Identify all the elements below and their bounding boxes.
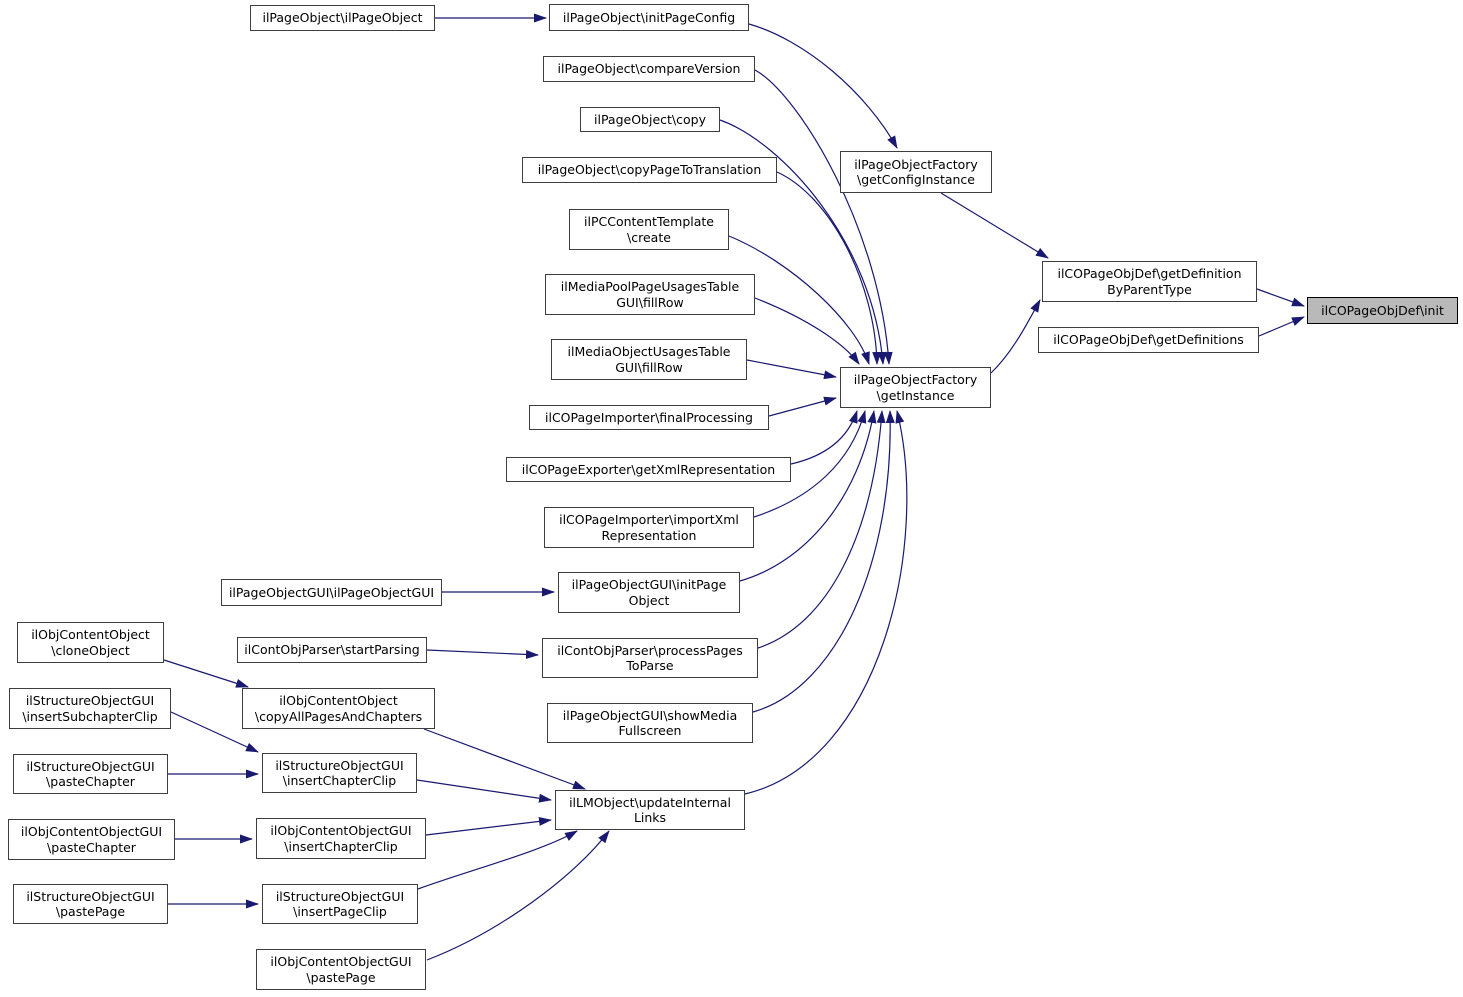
node-update-internal-links[interactable] (555, 790, 745, 830)
edge-init-page-object-to-get-instance (740, 411, 874, 581)
node-label-line: \pastePage (55, 904, 126, 919)
node-get-xml-representation[interactable] (506, 457, 791, 482)
node-label-line: ilCOPageImporter\finalProcessing (545, 409, 753, 425)
node-label-line: ilMediaPoolPageUsagesTable (560, 279, 740, 294)
node-clone-object[interactable] (17, 622, 164, 663)
node-label-line: ilStructureObjectGUI (26, 888, 155, 904)
node-label-line: Object (628, 592, 670, 608)
node-get-definition-by-parent-type[interactable] (1042, 261, 1257, 302)
edge-get-xml-representation-to-get-instance (791, 411, 857, 464)
node-label-line: \create (627, 229, 671, 245)
node-label-line: ByParentType (1107, 281, 1192, 297)
node-label-line: \insertChapterClip (284, 838, 398, 854)
node-label-line: ilPageObjectFactory (854, 156, 978, 172)
node-ilpageobject-ctor[interactable] (250, 5, 435, 31)
node-paste-chapter-gui[interactable] (8, 819, 175, 860)
edge-get-definitions-to-copageobjdef-init (1259, 317, 1304, 336)
node-label-line: ilMediaObjectUsagesTable (567, 344, 731, 359)
edge-get-instance-to-get-definition-by-parent-type (991, 300, 1040, 373)
node-label-line: ilObjContentObjectGUI (270, 823, 412, 838)
node-label-line: ilStructureObjectGUI (26, 758, 155, 774)
edge-compare-version-to-get-instance (755, 70, 889, 364)
edge-insert-chapter-clip-struct-to-update-internal-links (417, 780, 551, 800)
node-init-page-object[interactable] (558, 572, 740, 613)
node-label-line: \pastePage (306, 969, 376, 985)
node-label-line: ilObjContentObject (31, 627, 150, 642)
node-compare-version[interactable] (543, 56, 755, 82)
node-label-line: ilLMObject\updateInternal (569, 794, 731, 810)
node-label-line: ilObjContentObjectGUI (270, 954, 412, 969)
node-label-line: ilStructureObjectGUI (25, 693, 155, 708)
node-label-line: ilCOPageObjDef\getDefinition (1057, 266, 1242, 281)
node-process-pages-to-parse[interactable] (542, 638, 758, 678)
node-label-line: ilPageObjectGUI\initPage (571, 577, 727, 592)
node-ilpageobjectgui-ctor[interactable] (221, 579, 442, 606)
node-insert-subchapter-clip[interactable] (9, 688, 171, 729)
node-label-line: ilPageObjectGUI\ilPageObjectGUI (228, 584, 435, 600)
node-label-line: \cloneObject (51, 642, 130, 658)
edge-paste-page-gui-to-update-internal-links (427, 831, 609, 960)
node-copageobjdef-init[interactable] (1307, 297, 1458, 324)
node-label-line: ilPageObject\copyPageToTranslation (537, 162, 762, 178)
node-label-line: ilPageObject\initPageConfig (562, 9, 736, 25)
node-label-line: ilPCContentTemplate (584, 214, 714, 229)
node-label-line: \insertChapterClip (282, 773, 397, 788)
edge-insert-chapter-clip-gui-to-update-internal-links (426, 820, 551, 835)
node-label-line: \getConfigInstance (856, 172, 975, 187)
node-label-line: ilCOPageImporter\importXml (559, 512, 739, 527)
node-label-line: Fullscreen (618, 723, 682, 738)
node-label-line: ilPageObject\copy (594, 111, 706, 127)
node-show-media-fullscreen[interactable] (547, 703, 753, 743)
node-get-instance[interactable] (840, 367, 991, 408)
node-paste-page-gui[interactable] (256, 949, 426, 990)
node-init-page-config[interactable] (549, 4, 749, 31)
node-insert-chapter-clip-gui[interactable] (256, 818, 426, 859)
node-label-line: ilObjContentObjectGUI (20, 824, 163, 839)
node-label-line: \insertPageClip (293, 904, 387, 919)
node-insert-chapter-clip-struct[interactable] (262, 753, 417, 793)
node-label-line: ilObjContentObject (279, 693, 398, 708)
node-import-xml-representation[interactable] (544, 507, 754, 548)
node-mediapool-page-usages-fillrow[interactable] (545, 274, 755, 315)
edge-mediapool-page-usages-fillrow-to-get-instance (755, 298, 859, 364)
node-label-line: \insertSubchapterClip (22, 708, 158, 724)
edge-mediaobject-usages-fillrow-to-get-instance (747, 360, 836, 377)
node-get-config-instance[interactable] (840, 151, 992, 193)
node-label-line: ilPageObject\compareVersion (557, 61, 741, 77)
node-mediaobject-usages-fillrow[interactable] (551, 339, 747, 380)
edge-init-page-config-to-get-config-instance (749, 24, 897, 148)
node-label-line: ilCOPageObjDef\init (1321, 302, 1444, 318)
node-final-processing[interactable] (529, 405, 769, 430)
node-label-line: \pasteChapter (46, 774, 135, 789)
node-insert-page-clip[interactable] (262, 884, 418, 924)
node-copy-all-pages-and-chapters[interactable] (242, 688, 435, 729)
edge-get-definition-by-parent-type-to-copageobjdef-init (1257, 289, 1304, 306)
edge-start-parsing-to-process-pages-to-parse (427, 650, 538, 655)
node-paste-page-struct[interactable] (13, 884, 168, 924)
node-label-line: ilContObjParser\startParsing (244, 642, 420, 658)
edge-insert-page-clip-to-update-internal-links (418, 831, 577, 889)
node-label-line: \getInstance (876, 387, 955, 403)
node-start-parsing[interactable] (237, 637, 427, 663)
node-label-line: ilCOPageObjDef\getDefinitions (1053, 332, 1244, 348)
node-label-line: ilPageObject\ilPageObject (262, 10, 423, 26)
node-label-line: \copyAllPagesAndChapters (254, 708, 423, 724)
edge-clone-object-to-copy-all-pages-and-chapters (164, 660, 248, 687)
node-label-line: ilContObjParser\processPages (557, 642, 743, 658)
node-label-line: ilPageObjectFactory (853, 372, 978, 387)
node-label-line: ToParse (626, 658, 674, 673)
node-label-line: GUI\fillRow (615, 359, 683, 375)
node-label-line: ilStructureObjectGUI (275, 888, 405, 904)
node-paste-chapter-struct[interactable] (13, 754, 168, 794)
edge-get-config-instance-to-get-definition-by-parent-type (941, 193, 1048, 258)
node-get-definitions[interactable] (1038, 327, 1259, 353)
node-pc-content-template-create[interactable] (569, 209, 729, 250)
node-label-line: Links (633, 810, 667, 825)
node-copy-page-to-translation[interactable] (522, 157, 777, 183)
node-label-line: ilPageObjectGUI\showMedia (562, 707, 738, 723)
node-copy[interactable] (580, 107, 720, 132)
node-label-line: ilStructureObjectGUI (275, 757, 404, 773)
node-label-line: \pasteChapter (47, 839, 136, 855)
node-label-line: GUI\fillRow (616, 294, 684, 310)
edge-final-processing-to-get-instance (769, 398, 836, 416)
node-label-line: Representation (601, 527, 697, 543)
node-label-line: ilCOPageExporter\getXmlRepresentation (521, 461, 776, 477)
